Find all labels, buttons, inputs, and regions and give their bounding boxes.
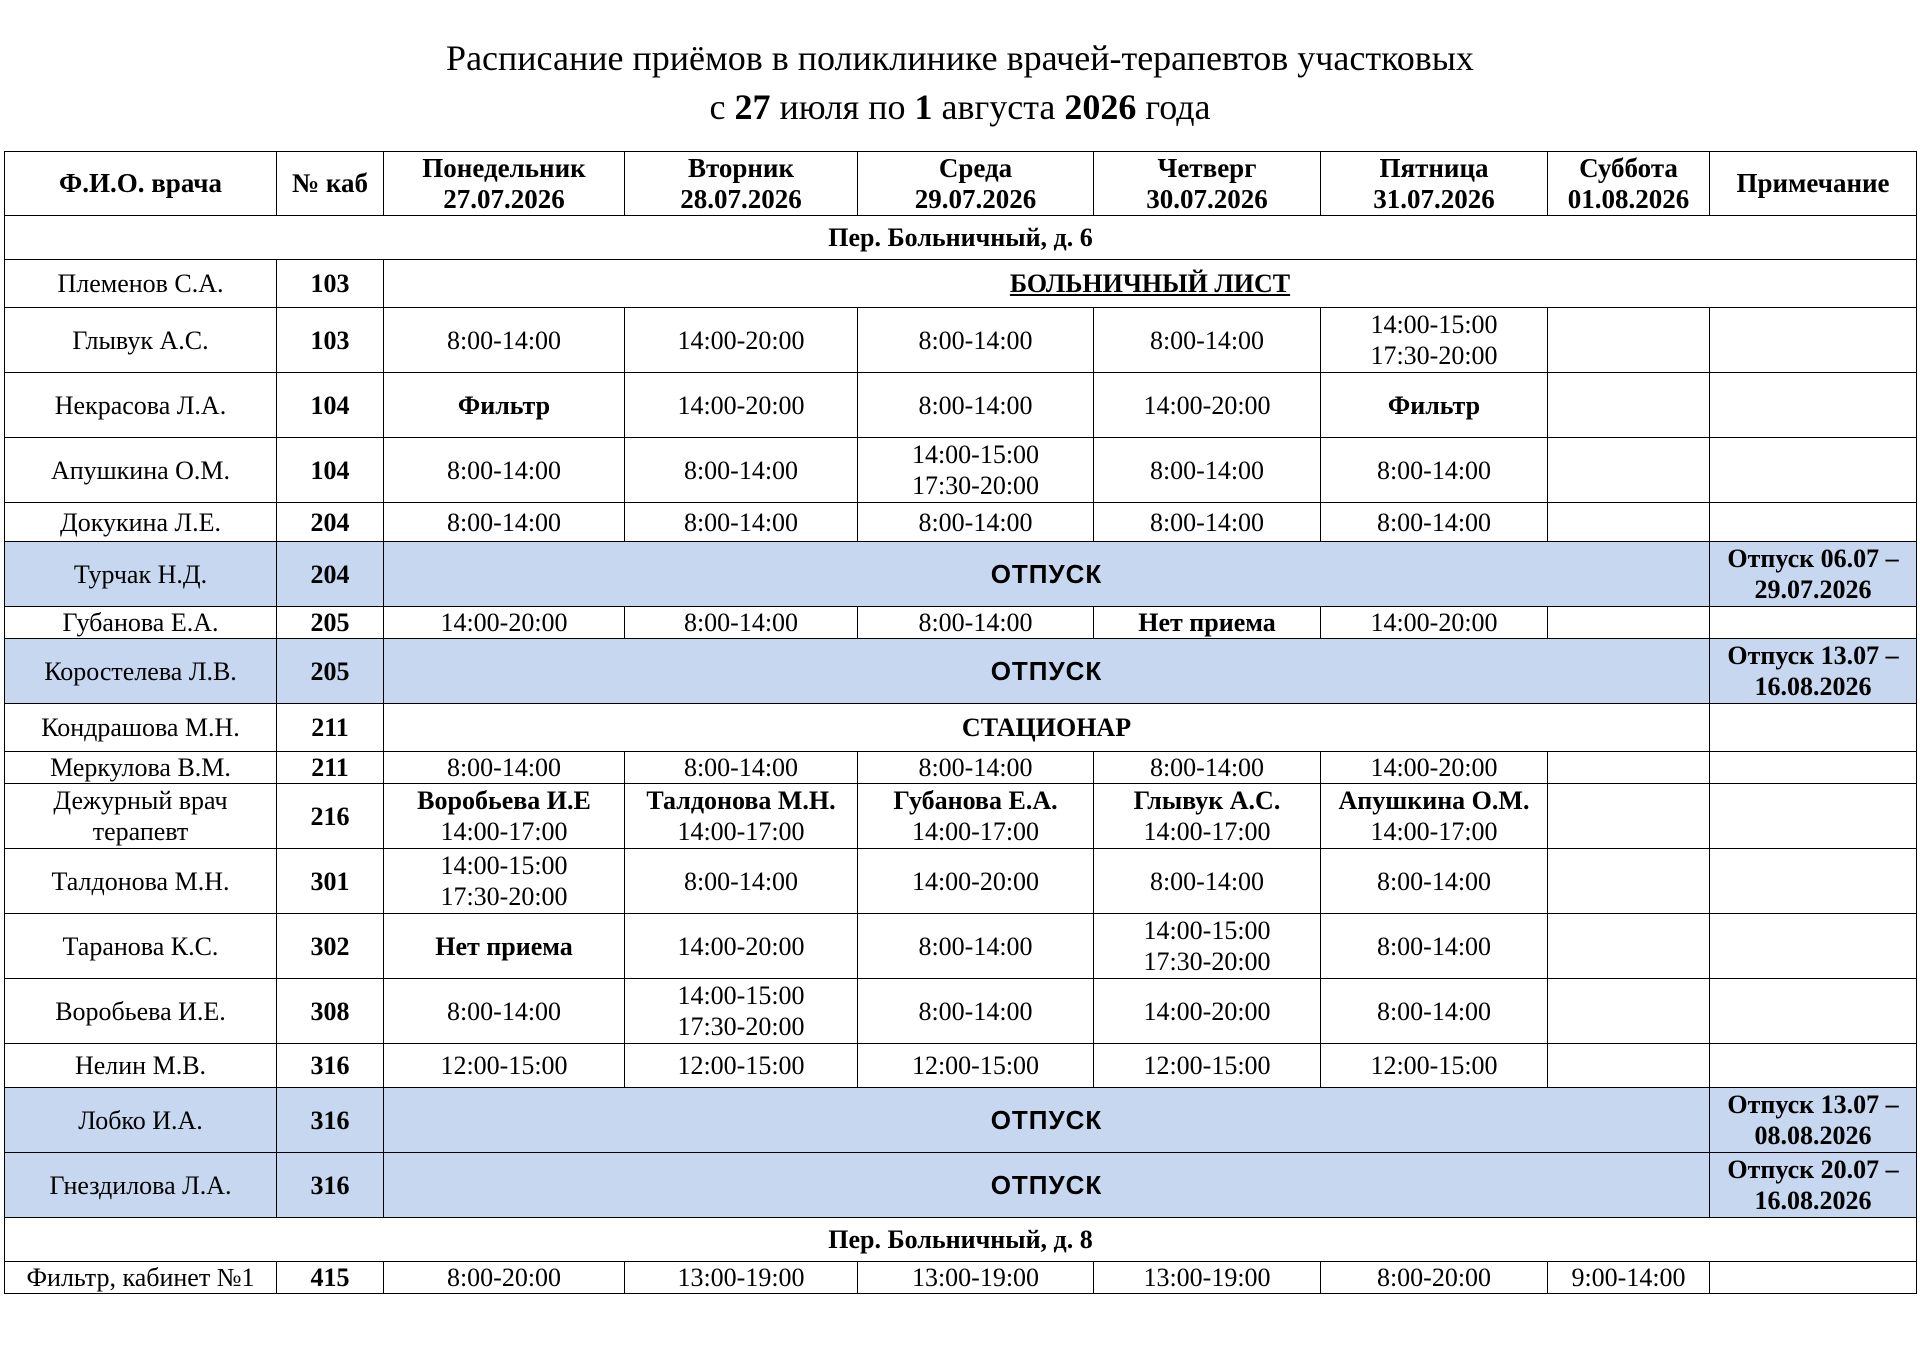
schedule-cell: 8:00-14:00 [1321, 503, 1548, 542]
doctor-name: Губанова Е.А. [5, 607, 277, 639]
schedule-cell: 8:00-14:00 [1321, 979, 1548, 1044]
status-span: ОТПУСК [384, 1088, 1710, 1153]
schedule-cell [1548, 607, 1710, 639]
doctor-name: Воробьева И.Е. [5, 979, 277, 1044]
cabinet-number: 316 [277, 1088, 384, 1153]
schedule-cell: 8:00-14:00 [384, 503, 625, 542]
doctor-name: Коростелева Л.В. [5, 639, 277, 704]
schedule-cell: 12:00-15:00 [625, 1044, 858, 1088]
schedule-cell: 8:00-14:00 [1094, 752, 1321, 784]
schedule-cell: 8:00-14:00 [1094, 308, 1321, 373]
schedule-cell: 12:00-15:00 [384, 1044, 625, 1088]
note-cell: Отпуск 20.07 – 16.08.2026 [1710, 1153, 1917, 1218]
title-line-1: Расписание приёмов в поликлинике врачей-терапевтов участковых [446, 38, 1474, 78]
schedule-cell: Нет приема [1094, 607, 1321, 639]
page-title [0, 34, 1920, 132]
schedule-cell: 14:00-15:00 17:30-20:00 [1094, 914, 1321, 979]
table-row [5, 1044, 1917, 1088]
table-row [5, 503, 1917, 542]
cabinet-number: 308 [277, 979, 384, 1044]
schedule-cell: 8:00-14:00 [858, 308, 1094, 373]
note-cell [1710, 752, 1917, 784]
schedule-cell: 13:00-19:00 [858, 1262, 1094, 1294]
note-cell [1710, 607, 1917, 639]
schedule-cell: 8:00-14:00 [1321, 914, 1548, 979]
header-day: Вторник 28.07.2026 [625, 152, 858, 216]
doctor-name: Нелин М.В. [5, 1044, 277, 1088]
schedule-cell: 9:00-14:00 [1548, 1262, 1710, 1294]
schedule-cell [1548, 373, 1710, 438]
doctor-name: Гнездилова Л.А. [5, 1153, 277, 1218]
cabinet-number: 205 [277, 639, 384, 704]
schedule-cell: 8:00-14:00 [858, 373, 1094, 438]
schedule-cell [1548, 914, 1710, 979]
schedule-cell: 8:00-14:00 [858, 914, 1094, 979]
cabinet-number: 415 [277, 1262, 384, 1294]
cabinet-number: 316 [277, 1153, 384, 1218]
table-row [5, 260, 1917, 308]
doctor-name: Турчак Н.Д. [5, 542, 277, 607]
table-row [5, 784, 1917, 849]
schedule-cell: 8:00-14:00 [858, 752, 1094, 784]
schedule-cell [1548, 979, 1710, 1044]
table-row [5, 1153, 1917, 1218]
schedule-cell: 8:00-14:00 [625, 438, 858, 503]
table-row [5, 438, 1917, 503]
schedule-cell [1548, 438, 1710, 503]
schedule-cell: 8:00-14:00 [384, 752, 625, 784]
note-cell: Отпуск 13.07 – 08.08.2026 [1710, 1088, 1917, 1153]
schedule-cell [1548, 308, 1710, 373]
header-note: Примечание [1710, 152, 1917, 216]
schedule-cell: Глывук А.С. 14:00-17:00 [1094, 784, 1321, 849]
table-row [5, 849, 1917, 914]
schedule-cell: Фильтр [1321, 373, 1548, 438]
schedule-cell: 12:00-15:00 [1321, 1044, 1548, 1088]
note-cell [1710, 979, 1917, 1044]
section-address: Пер. Больничный, д. 8 [5, 1218, 1917, 1262]
note-cell [1710, 914, 1917, 979]
doctor-name: Фильтр, кабинет №1 [5, 1262, 277, 1294]
header-day: Суббота 01.08.2026 [1548, 152, 1710, 216]
schedule-cell: 12:00-15:00 [1094, 1044, 1321, 1088]
doctor-name: Докукина Л.Е. [5, 503, 277, 542]
schedule-cell: Губанова Е.А. 14:00-17:00 [858, 784, 1094, 849]
note-cell [1710, 503, 1917, 542]
schedule-cell [1548, 1044, 1710, 1088]
cabinet-number: 204 [277, 542, 384, 607]
schedule-cell: 14:00-20:00 [1094, 373, 1321, 438]
schedule-cell: 8:00-20:00 [384, 1262, 625, 1294]
schedule-cell: 13:00-19:00 [1094, 1262, 1321, 1294]
schedule-cell: 8:00-14:00 [384, 438, 625, 503]
cabinet-number: 103 [277, 308, 384, 373]
schedule-cell: Талдонова М.Н. 14:00-17:00 [625, 784, 858, 849]
section-row [5, 216, 1917, 260]
schedule-cell: 14:00-20:00 [625, 308, 858, 373]
cabinet-number: 104 [277, 438, 384, 503]
header-day: Среда 29.07.2026 [858, 152, 1094, 216]
cabinet-number: 301 [277, 849, 384, 914]
table-row [5, 542, 1917, 607]
schedule-cell: 14:00-15:00 17:30-20:00 [858, 438, 1094, 503]
header-day: Пятница 31.07.2026 [1321, 152, 1548, 216]
doctor-name: Лобко И.А. [5, 1088, 277, 1153]
schedule-cell: Фильтр [384, 373, 625, 438]
note-cell: Отпуск 06.07 – 29.07.2026 [1710, 542, 1917, 607]
schedule-cell: 8:00-14:00 [1321, 849, 1548, 914]
doctor-name: Апушкина О.М. [5, 438, 277, 503]
schedule-table [4, 151, 1917, 1294]
doctor-name: Некрасова Л.А. [5, 373, 277, 438]
status-span: ОТПУСК [384, 542, 1710, 607]
schedule-cell: 14:00-20:00 [1321, 607, 1548, 639]
cabinet-number: 216 [277, 784, 384, 849]
note-cell [1710, 704, 1917, 752]
title-line-2: с 27 июля по 1 августа 2026 года [709, 87, 1211, 127]
header-day: Понедельник 27.07.2026 [384, 152, 625, 216]
doctor-name: Талдонова М.Н. [5, 849, 277, 914]
cabinet-number: 205 [277, 607, 384, 639]
schedule-cell: 12:00-15:00 [858, 1044, 1094, 1088]
schedule-cell: 13:00-19:00 [625, 1262, 858, 1294]
schedule-cell: 8:00-14:00 [1094, 438, 1321, 503]
schedule-cell: 8:00-14:00 [384, 308, 625, 373]
cabinet-number: 104 [277, 373, 384, 438]
cabinet-number: 211 [277, 752, 384, 784]
note-cell: Отпуск 13.07 – 16.08.2026 [1710, 639, 1917, 704]
schedule-cell: 14:00-20:00 [1321, 752, 1548, 784]
table-row [5, 704, 1917, 752]
note-cell [1710, 308, 1917, 373]
status-span: БОЛЬНИЧНЫЙ ЛИСТ [384, 260, 1917, 308]
schedule-cell: 8:00-14:00 [625, 849, 858, 914]
table-row [5, 607, 1917, 639]
schedule-cell [1548, 784, 1710, 849]
schedule-cell: 14:00-20:00 [1094, 979, 1321, 1044]
header-row [5, 152, 1917, 216]
note-cell [1710, 1262, 1917, 1294]
cabinet-number: 204 [277, 503, 384, 542]
table-row [5, 639, 1917, 704]
cabinet-number: 211 [277, 704, 384, 752]
status-span: ОТПУСК [384, 1153, 1710, 1218]
schedule-cell: 14:00-20:00 [858, 849, 1094, 914]
schedule-cell: 8:00-14:00 [625, 503, 858, 542]
table-row [5, 1262, 1917, 1294]
table-row [5, 914, 1917, 979]
doctor-name: Таранова К.С. [5, 914, 277, 979]
schedule-cell: Апушкина О.М. 14:00-17:00 [1321, 784, 1548, 849]
table-row [5, 1088, 1917, 1153]
doctor-name: Меркулова В.М. [5, 752, 277, 784]
doctor-name: Племенов С.А. [5, 260, 277, 308]
schedule-cell: 8:00-14:00 [858, 979, 1094, 1044]
note-cell [1710, 438, 1917, 503]
schedule-cell: 8:00-14:00 [384, 979, 625, 1044]
cabinet-number: 302 [277, 914, 384, 979]
note-cell [1710, 784, 1917, 849]
table-row [5, 752, 1917, 784]
schedule-cell [1548, 849, 1710, 914]
header-day: Четверг 30.07.2026 [1094, 152, 1321, 216]
cabinet-number: 316 [277, 1044, 384, 1088]
schedule-cell: Нет приема [384, 914, 625, 979]
schedule-cell: 14:00-20:00 [625, 373, 858, 438]
table-row [5, 308, 1917, 373]
cabinet-number: 103 [277, 260, 384, 308]
doctor-name: Дежурный врач терапевт [5, 784, 277, 849]
section-row [5, 1218, 1917, 1262]
schedule-cell: 14:00-15:00 17:30-20:00 [1321, 308, 1548, 373]
note-cell [1710, 373, 1917, 438]
doctor-name: Кондрашова М.Н. [5, 704, 277, 752]
schedule-cell: 8:00-14:00 [1094, 503, 1321, 542]
status-span: ОТПУСК [384, 639, 1710, 704]
header-cabinet: № каб [277, 152, 384, 216]
schedule-cell: 14:00-20:00 [625, 914, 858, 979]
schedule-cell: 8:00-14:00 [1321, 438, 1548, 503]
header-doctor: Ф.И.О. врача [5, 152, 277, 216]
schedule-cell: 8:00-14:00 [625, 752, 858, 784]
note-cell [1710, 849, 1917, 914]
schedule-cell: 8:00-20:00 [1321, 1262, 1548, 1294]
schedule-cell: 8:00-14:00 [858, 503, 1094, 542]
schedule-cell: Воробьева И.Е 14:00-17:00 [384, 784, 625, 849]
schedule-cell: 14:00-15:00 17:30-20:00 [384, 849, 625, 914]
section-address: Пер. Больничный, д. 6 [5, 216, 1917, 260]
table-row [5, 373, 1917, 438]
table-row [5, 979, 1917, 1044]
schedule-cell: 8:00-14:00 [625, 607, 858, 639]
schedule-cell [1548, 752, 1710, 784]
note-cell [1710, 1044, 1917, 1088]
schedule-cell: 14:00-20:00 [384, 607, 625, 639]
schedule-cell: 14:00-15:00 17:30-20:00 [625, 979, 858, 1044]
schedule-cell [1548, 503, 1710, 542]
status-span: СТАЦИОНАР [384, 704, 1710, 752]
schedule-cell: 8:00-14:00 [1094, 849, 1321, 914]
schedule-cell: 8:00-14:00 [858, 607, 1094, 639]
doctor-name: Глывук А.С. [5, 308, 277, 373]
